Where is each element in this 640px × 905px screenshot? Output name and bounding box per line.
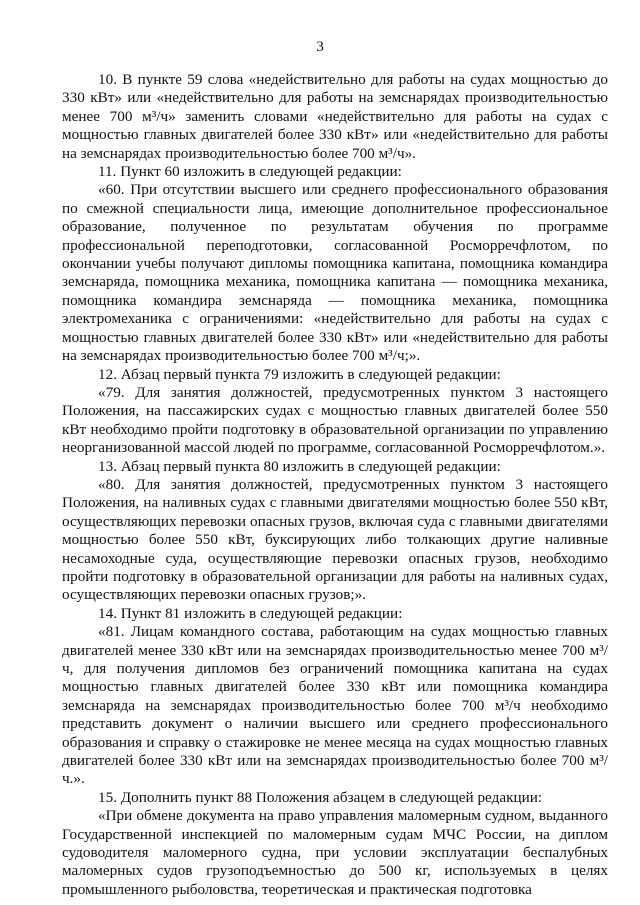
paragraph-item-13: 13. Абзац первый пункта 80 изложить в следующей редакции: (98, 457, 501, 475)
paragraph-item-12: 12. Абзац первый пункта 79 изложить в следующей редакции: (98, 365, 501, 383)
paragraph-point-60: «60. При отсутствии высшего или среднего профессионального образования по смежной специальности лица, имеющие дополнительное профессиональное образование, полученное по результатам обучения по программе профессиональной переподготовки, согласованной Росморречфлотом, по окончании учебы получают дипломы помощника капитана, помощника командира земснаряда, помощника механика, помощника капитана — помощника механика, помощника командира земснаряда — помощника механика, помощника электромеханика с ограничениями: «недействительно для работы на судах с мощностью главных двигателей более 330 кВт» или «недействительно для работы на земснарядах производительностью более 700 м³/ч;». (62, 181, 608, 365)
page-number: 3 (316, 38, 324, 55)
paragraph-item-14: 14. Пункт 81 изложить в следующей редакции: (98, 604, 403, 622)
paragraph-point-79: «79. Для занятия должностей, предусмотренных пунктом 3 настоящего Положения, на пассажирских судах с мощностью главных двигателей более 550 кВт необходимо пройти подготовку в образовательной организации по управлению неорганизованной массой людей по программе, согласованной Росморречфлотом.». (62, 383, 608, 457)
paragraph-point-81: «81. Лицам командного состава, работающим на судах мощностью главных двигателей менее 330 кВт или на земснарядах производительностью менее 700 м³/ч, для получения дипломов без ограничений помощника капитана на судах мощностью главных двигателей более 330 кВт или помощника командира земснаряда на земснарядах производительностью более 700 м³/ч необходимо представить документ о наличии высшего или среднего профессионального образования и справку о стажировке не менее месяца на судах мощностью главных двигателей более 330 кВт или на земснарядах производительностью более 700 м³/ч.». (62, 623, 608, 788)
paragraph-point-88-addition: «При обмене документа на право управления маломерным судном, выданного Государственной инспекцией по маломерным судам МЧС России, на диплом судоводителя маломерного судна, при условии эксплуатации беспалубных маломерных судов грузоподъемностью до 500 кг, используемых в целях промышленного рыболовства, теоретическая и практическая подготовка (62, 807, 608, 898)
document-body (62, 71, 608, 899)
paragraph-item-15: 15. Дополнить пункт 88 Положения абзацем в следующей редакции: (98, 788, 543, 806)
paragraph-point-80: «80. Для занятия должностей, предусмотренных пунктом 3 настоящего Положения, на наливных судах с главными двигателями мощностью более 550 кВт, осуществляющих перевозки опасных грузов, включая суда с главными двигателями мощностью более 550 кВт, буксирующих либо толкающих другие наливные несамоходные суда, осуществляющие перевозки опасных грузов, необходимо пройти подготовку в образовательной организации для работы на наливных судах, осуществляющих перевозки опасных грузов;». (62, 475, 608, 604)
paragraph-item-10: 10. В пункте 59 слова «недействительно для работы на судах мощностью до 330 кВт» или «недействительно для работы на земснарядах производительностью менее 700 м³/ч» заменить словами «недействительно для работы на судах с мощностью главных двигателей более 330 кВт» или «недействительно для работы на земснарядах производительностью более 700 м³/ч». (62, 71, 608, 162)
paragraph-item-11: 11. Пункт 60 изложить в следующей редакции: (98, 163, 402, 181)
